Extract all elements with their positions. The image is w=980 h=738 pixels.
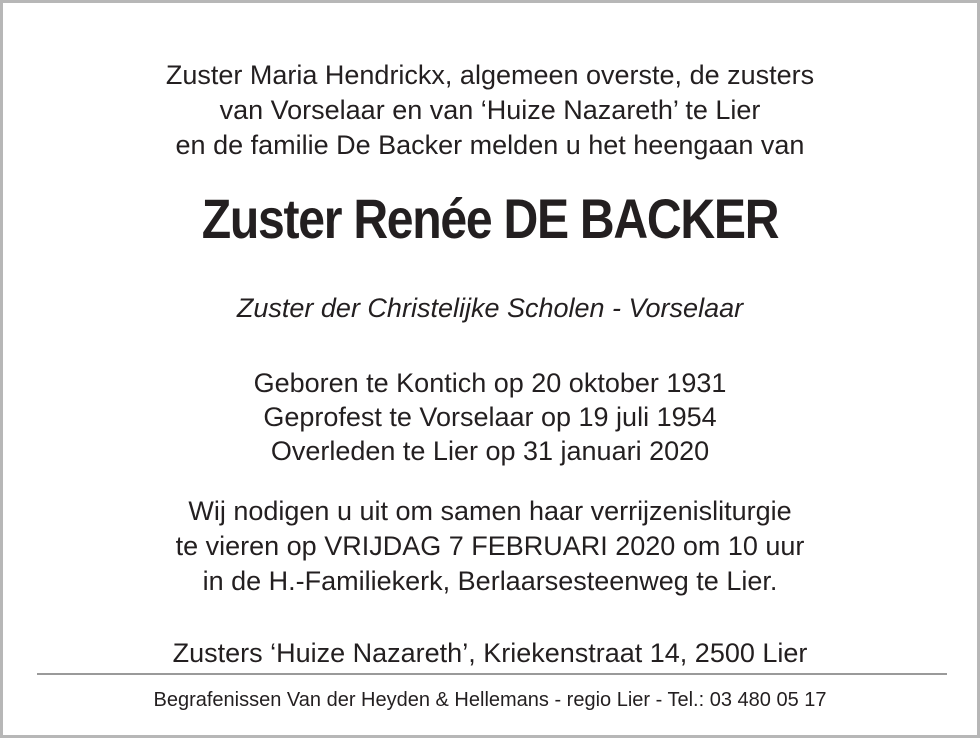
religious-order: Zuster der Christelijke Scholen - Vorselaar [236, 293, 744, 323]
intro-line: Zuster Maria Hendrickx, algemeen overste, de zusters [165, 60, 815, 90]
divider [37, 673, 947, 675]
funeral-home-footer: Begrafenissen Van der Heyden & Hellemans - regio Lier - Tel.: 03 480 05 17 [153, 689, 827, 711]
profession-date: Geprofest te Vorselaar op 19 juli 1954 [263, 402, 717, 432]
invitation-line: in de H.-Familiekerk, Berlaarsesteenweg te Lier. [202, 566, 778, 596]
intro-line: van Vorselaar en van ‘Huize Nazareth’ te Lier [219, 95, 761, 125]
invitation-line: Wij nodigen u uit om samen haar verrijzenisliturgie [188, 496, 792, 526]
birth-date: Geboren te Kontich op 20 oktober 1931 [253, 368, 727, 398]
intro-line: en de familie De Backer melden u het heengaan van [175, 130, 805, 160]
announcement-intro [3, 58, 977, 163]
funeral-invitation [3, 494, 977, 599]
life-dates [3, 366, 977, 468]
death-date: Overleden te Lier op 31 januari 2020 [270, 436, 710, 466]
invitation-line: te vieren op VRIJDAG 7 FEBRUARI 2020 om 10 uur [175, 531, 805, 561]
deceased-name: Zuster Renée DE BACKER [201, 187, 779, 250]
contact-address: Zusters ‘Huize Nazareth’, Kriekenstraat 14, 2500 Lier [172, 638, 808, 668]
